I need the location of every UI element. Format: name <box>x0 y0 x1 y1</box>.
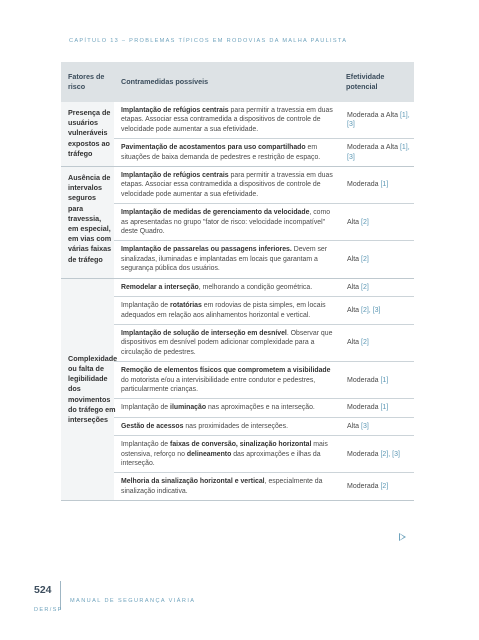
reference: [1] <box>380 376 389 384</box>
table-header <box>61 62 414 102</box>
effectiveness: Moderada a Alta [1], [3] <box>347 144 410 161</box>
table-row <box>114 240 414 277</box>
risk-group <box>61 167 414 279</box>
footer-divider <box>60 581 61 610</box>
countermeasure: Implantação de solução de interseção em desnível. Observar que dispositivos em desnível podem adicionar complexidade para a circulação de pedestres. <box>121 329 333 356</box>
table-row <box>114 102 414 138</box>
countermeasure: Implantação de passarelas ou passagens inferiores. Devem ser sinalizadas, iluminadas e implantadas em locais que garantam a segurança pública dos usuários. <box>121 246 328 273</box>
table-row <box>114 167 414 203</box>
manual-title: MANUAL DE SEGURANÇA VIÁRIA <box>70 598 196 604</box>
risk-group <box>61 102 414 167</box>
effectiveness: Alta [2] <box>347 283 369 291</box>
col-factor-header: Fatores de risco <box>68 72 105 91</box>
effectiveness: Alta [2] <box>347 255 369 263</box>
table-row <box>114 203 414 240</box>
risk-group <box>61 279 414 502</box>
countermeasure: Implantação de refúgios centrais para permitir a travessia em duas etapas. Associar essa contramedida a dispositivos de controle de velocidade pode aumentar a sua efetividade. <box>121 107 333 133</box>
effectiveness: Moderada [1] <box>347 376 389 384</box>
reference: [2] <box>361 255 369 263</box>
col-measure-header: Contramedidas possíveis <box>121 77 209 86</box>
effectiveness: Alta [2] <box>347 339 369 347</box>
table-row <box>114 324 414 361</box>
col-effectiveness-header: Efetividade potencial <box>346 72 385 91</box>
page-number: 524 <box>34 584 52 596</box>
countermeasure: Pavimentação de acostamentos para uso compartilhado em situações de baixa demanda de pedestres e restrição de espaço. <box>121 144 321 161</box>
reference: [3] <box>361 422 369 430</box>
table-row <box>114 398 414 416</box>
countermeasure: Implantação de iluminação nas aproximações e na interseção. <box>121 404 315 412</box>
reference: [2] <box>361 283 369 291</box>
table-row <box>114 472 414 500</box>
reference: [1], [3] <box>347 144 410 161</box>
countermeasure: Gestão de acessos nas proximidades de interseções. <box>121 422 289 430</box>
table-row <box>114 417 414 435</box>
countermeasure: Implantação de rotatórias em rodovias de pista simples, em locais adequados em relação aos alinhamentos horizontal e vertical. <box>121 302 326 319</box>
countermeasure: Implantação de faixas de conversão, sinalização horizontal mais ostensiva, reforço no delineamento das aproximações e ilhas da interseção. <box>121 441 328 467</box>
reference: [1], [3] <box>347 111 410 129</box>
risk-factor: Presença de usuários vulneráveis expostos ao tráfego <box>61 102 114 166</box>
chapter-header: CAPÍTULO 13 – PROBLEMAS TÍPICOS EM RODOVIAS DA MALHA PAULISTA <box>69 38 348 44</box>
effectiveness: Alta [2] <box>347 218 369 226</box>
reference: [2], [3] <box>380 450 400 458</box>
effectiveness: Moderada [2] <box>347 483 389 491</box>
table-row <box>114 296 414 324</box>
reference: [1] <box>380 181 389 189</box>
organization-label: DER/SP <box>34 607 63 613</box>
effectiveness: Moderada [1] <box>347 404 389 412</box>
table-row <box>114 435 414 472</box>
table-row <box>114 361 414 398</box>
effectiveness: Moderada [1] <box>347 181 389 189</box>
countermeasure: Remoção de elementos físicos que comprometem a visibilidade do motorista e/ou a intervisibilidade entre condutor e pedestres, particularmente crianças. <box>121 367 331 393</box>
reference: [2] <box>380 483 389 491</box>
countermeasure: Implantação de medidas de gerenciamento da velocidade, como as apresentadas no grupo "fator de risco: velocidade incompatível" deste Quadro. <box>121 209 331 236</box>
effectiveness: Alta [2], [3] <box>347 306 381 314</box>
reference: [1] <box>380 404 389 412</box>
reference: [2], [3] <box>361 306 381 314</box>
countermeasures-table <box>61 62 414 501</box>
countermeasure: Implantação de refúgios centrais para permitir a travessia em duas etapas. Associar essa contramedida a dispositivos de controle de velocidade pode aumentar a sua efetividade. <box>121 172 333 198</box>
effectiveness: Alta [3] <box>347 422 369 430</box>
reference: [2] <box>361 339 369 347</box>
play-arrow-icon[interactable] <box>399 533 406 541</box>
table-row <box>114 138 414 166</box>
effectiveness: Moderada a Alta [1], [3] <box>347 111 410 129</box>
risk-factor: Ausência de intervalos seguros para travessia, em especial, em vias com várias faixas de tráfego <box>61 167 114 278</box>
table-row <box>114 279 414 296</box>
reference: [2] <box>361 218 369 226</box>
countermeasure: Melhoria da sinalização horizontal e vertical, especialmente da sinalização indicativa. <box>121 478 323 495</box>
effectiveness: Moderada [2], [3] <box>347 450 400 458</box>
risk-factor: Complexidade ou falta de legibilidade dos movimentos do tráfego em interseções <box>61 279 114 501</box>
countermeasure: Remodelar a interseção, melhorando a condição geométrica. <box>121 283 313 291</box>
